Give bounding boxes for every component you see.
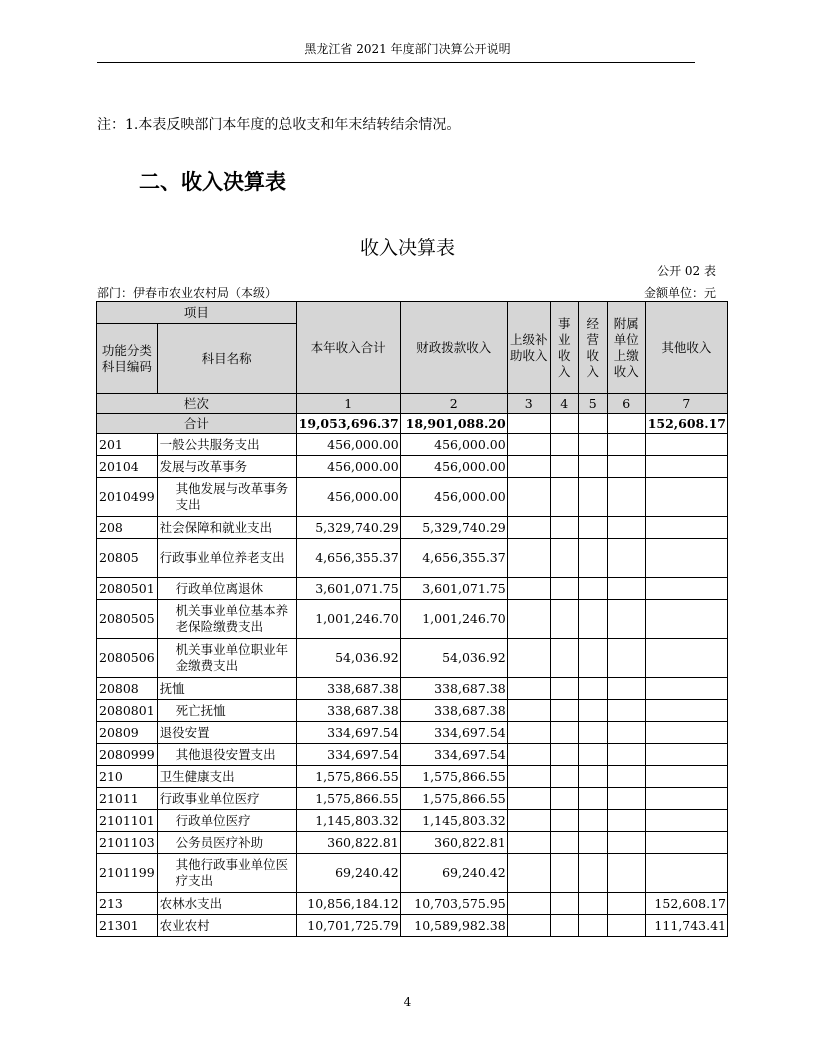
row-code: 2010499 <box>97 478 158 517</box>
row-business <box>550 478 578 517</box>
row-business <box>550 539 578 578</box>
row-fiscal: 10,703,575.95 <box>400 893 507 915</box>
row-business <box>550 766 578 788</box>
row-total-income: 338,687.38 <box>296 678 400 700</box>
row-total-income: 69,240.42 <box>296 854 400 893</box>
header-project: 项目 <box>97 302 297 324</box>
row-affiliated <box>607 678 645 700</box>
row-superior <box>507 478 550 517</box>
row-other <box>645 434 727 456</box>
header-superior: 上级补助收入 <box>507 302 550 394</box>
row-operating <box>578 915 607 937</box>
row-subject-name: 行政单位离退休 <box>157 578 296 600</box>
row-code: 213 <box>97 893 158 915</box>
income-table <box>96 301 728 937</box>
row-code: 20809 <box>97 722 158 744</box>
row-subject-name: 农林水支出 <box>157 893 296 915</box>
total-business-value <box>550 414 578 434</box>
row-subject-name: 退役安置 <box>157 722 296 744</box>
row-operating <box>578 678 607 700</box>
row-subject-name: 社会保障和就业支出 <box>157 517 296 539</box>
row-superior <box>507 456 550 478</box>
row-operating <box>578 478 607 517</box>
table-row <box>97 854 728 893</box>
row-affiliated <box>607 893 645 915</box>
unit-label: 金额单位：元 <box>643 286 716 300</box>
row-operating <box>578 722 607 744</box>
header-func-code: 功能分类科目编码 <box>97 324 158 394</box>
table-row <box>97 766 728 788</box>
row-fiscal: 3,601,071.75 <box>400 578 507 600</box>
header-total-income: 本年收入合计 <box>296 302 400 394</box>
header-row-project <box>97 302 728 324</box>
index-7: 7 <box>645 394 727 414</box>
row-affiliated <box>607 788 645 810</box>
row-business <box>550 854 578 893</box>
table-row <box>97 517 728 539</box>
row-subject-name: 卫生健康支出 <box>157 766 296 788</box>
row-superior <box>507 744 550 766</box>
row-total-income: 5,329,740.29 <box>296 517 400 539</box>
row-total-income: 3,601,071.75 <box>296 578 400 600</box>
row-fiscal: 360,822.81 <box>400 832 507 854</box>
row-code: 20808 <box>97 678 158 700</box>
table-row <box>97 456 728 478</box>
row-fiscal: 1,575,866.55 <box>400 788 507 810</box>
row-other <box>645 788 727 810</box>
row-affiliated <box>607 578 645 600</box>
row-fiscal: 1,145,803.32 <box>400 810 507 832</box>
table-row <box>97 788 728 810</box>
row-business <box>550 893 578 915</box>
total-fiscal-value: 18,901,088.20 <box>400 414 507 434</box>
row-affiliated <box>607 810 645 832</box>
row-affiliated <box>607 478 645 517</box>
row-affiliated <box>607 700 645 722</box>
row-total-income: 456,000.00 <box>296 434 400 456</box>
row-fiscal: 69,240.42 <box>400 854 507 893</box>
row-code: 210 <box>97 766 158 788</box>
row-other <box>645 766 727 788</box>
row-total-income: 456,000.00 <box>296 456 400 478</box>
row-total-income: 4,656,355.37 <box>296 539 400 578</box>
row-subject-name: 公务员医疗补助 <box>157 832 296 854</box>
row-total-income: 10,856,184.12 <box>296 893 400 915</box>
row-code: 201 <box>97 434 158 456</box>
row-total-income: 456,000.00 <box>296 478 400 517</box>
row-affiliated <box>607 600 645 639</box>
row-fiscal: 5,329,740.29 <box>400 517 507 539</box>
row-code: 20805 <box>97 539 158 578</box>
row-subject-name: 抚恤 <box>157 678 296 700</box>
row-affiliated <box>607 434 645 456</box>
row-business <box>550 639 578 678</box>
row-superior <box>507 517 550 539</box>
header-business: 事业收入 <box>550 302 578 394</box>
total-other-value: 152,608.17 <box>645 414 727 434</box>
index-4: 4 <box>550 394 578 414</box>
row-subject-name: 一般公共服务支出 <box>157 434 296 456</box>
row-subject-name: 机关事业单位职业年金缴费支出 <box>157 639 296 678</box>
row-operating <box>578 600 607 639</box>
row-business <box>550 434 578 456</box>
row-fiscal: 1,001,246.70 <box>400 600 507 639</box>
row-code: 2101199 <box>97 854 158 893</box>
index-2: 2 <box>400 394 507 414</box>
row-fiscal: 10,589,982.38 <box>400 915 507 937</box>
row-superior <box>507 639 550 678</box>
table-row <box>97 678 728 700</box>
header-rule <box>97 62 695 63</box>
row-superior <box>507 722 550 744</box>
row-affiliated <box>607 854 645 893</box>
row-total-income: 1,575,866.55 <box>296 788 400 810</box>
row-operating <box>578 854 607 893</box>
row-code: 2101103 <box>97 832 158 854</box>
row-subject-name: 行政事业单位养老支出 <box>157 539 296 578</box>
row-other <box>645 600 727 639</box>
row-fiscal: 54,036.92 <box>400 639 507 678</box>
running-header: 黑龙江省 2021 年度部门决算公开说明 <box>304 42 511 56</box>
table-row <box>97 478 728 517</box>
row-other: 152,608.17 <box>645 893 727 915</box>
row-business <box>550 810 578 832</box>
index-3: 3 <box>507 394 550 414</box>
row-total-income: 1,575,866.55 <box>296 766 400 788</box>
row-business <box>550 722 578 744</box>
row-superior <box>507 539 550 578</box>
row-subject-name: 机关事业单位基本养老保险缴费支出 <box>157 600 296 639</box>
row-code: 21301 <box>97 915 158 937</box>
row-business <box>550 744 578 766</box>
row-other: 111,743.41 <box>645 915 727 937</box>
row-other <box>645 539 727 578</box>
row-business <box>550 678 578 700</box>
row-superior <box>507 854 550 893</box>
row-code: 2080501 <box>97 578 158 600</box>
row-other <box>645 639 727 678</box>
table-row <box>97 700 728 722</box>
row-total-income: 338,687.38 <box>296 700 400 722</box>
table-row <box>97 810 728 832</box>
row-operating <box>578 744 607 766</box>
row-total-income: 54,036.92 <box>296 639 400 678</box>
index-5: 5 <box>578 394 607 414</box>
row-other <box>645 478 727 517</box>
row-other <box>645 517 727 539</box>
index-row <box>97 394 728 414</box>
row-operating <box>578 517 607 539</box>
row-other <box>645 744 727 766</box>
table-title: 收入决算表 <box>359 237 455 259</box>
row-affiliated <box>607 539 645 578</box>
row-fiscal: 338,687.38 <box>400 678 507 700</box>
row-total-income: 1,001,246.70 <box>296 600 400 639</box>
index-label: 栏次 <box>97 394 297 414</box>
row-affiliated <box>607 915 645 937</box>
row-superior <box>507 578 550 600</box>
row-superior <box>507 893 550 915</box>
table-row <box>97 434 728 456</box>
row-subject-name: 其他退役安置支出 <box>157 744 296 766</box>
row-code: 2080999 <box>97 744 158 766</box>
row-code: 208 <box>97 517 158 539</box>
row-subject-name: 其他发展与改革事务支出 <box>157 478 296 517</box>
row-operating <box>578 456 607 478</box>
header-other: 其他收入 <box>645 302 727 394</box>
table-row <box>97 832 728 854</box>
header-operating: 经营收入 <box>578 302 607 394</box>
table-row <box>97 722 728 744</box>
row-business <box>550 915 578 937</box>
row-code: 20104 <box>97 456 158 478</box>
row-superior <box>507 434 550 456</box>
row-fiscal: 4,656,355.37 <box>400 539 507 578</box>
row-superior <box>507 788 550 810</box>
row-fiscal: 456,000.00 <box>400 478 507 517</box>
table-body <box>97 434 728 937</box>
index-1: 1 <box>296 394 400 414</box>
section-title: 二、收入决算表 <box>139 170 286 194</box>
row-affiliated <box>607 744 645 766</box>
row-business <box>550 456 578 478</box>
row-operating <box>578 578 607 600</box>
row-fiscal: 338,687.38 <box>400 700 507 722</box>
row-affiliated <box>607 722 645 744</box>
header-affiliated: 附属单位上缴收入 <box>607 302 645 394</box>
row-code: 2080801 <box>97 700 158 722</box>
row-other <box>645 456 727 478</box>
row-subject-name: 死亡抚恤 <box>157 700 296 722</box>
row-other <box>645 832 727 854</box>
row-superior <box>507 915 550 937</box>
row-operating <box>578 810 607 832</box>
row-other <box>645 854 727 893</box>
row-other <box>645 722 727 744</box>
row-code: 21011 <box>97 788 158 810</box>
note-text: 注：1.本表反映部门本年度的总收支和年末结转结余情况。 <box>97 117 461 133</box>
row-code: 2080505 <box>97 600 158 639</box>
header-subject-name: 科目名称 <box>157 324 296 394</box>
row-other <box>645 678 727 700</box>
row-business <box>550 700 578 722</box>
row-code: 2101101 <box>97 810 158 832</box>
row-operating <box>578 893 607 915</box>
total-row <box>97 414 728 434</box>
row-superior <box>507 600 550 639</box>
row-affiliated <box>607 639 645 678</box>
total-income-value: 19,053,696.37 <box>296 414 400 434</box>
row-subject-name: 其他行政事业单位医疗支出 <box>157 854 296 893</box>
header-fiscal: 财政拨款收入 <box>400 302 507 394</box>
row-affiliated <box>607 456 645 478</box>
row-superior <box>507 678 550 700</box>
row-fiscal: 1,575,866.55 <box>400 766 507 788</box>
row-fiscal: 456,000.00 <box>400 434 507 456</box>
total-operating-value <box>578 414 607 434</box>
row-superior <box>507 766 550 788</box>
row-operating <box>578 766 607 788</box>
row-operating <box>578 539 607 578</box>
row-total-income: 334,697.54 <box>296 722 400 744</box>
index-6: 6 <box>607 394 645 414</box>
row-business <box>550 578 578 600</box>
row-total-income: 1,145,803.32 <box>296 810 400 832</box>
table-row <box>97 600 728 639</box>
row-business <box>550 832 578 854</box>
row-total-income: 10,701,725.79 <box>296 915 400 937</box>
row-fiscal: 334,697.54 <box>400 744 507 766</box>
row-subject-name: 行政单位医疗 <box>157 810 296 832</box>
row-other <box>645 810 727 832</box>
row-operating <box>578 639 607 678</box>
row-business <box>550 517 578 539</box>
total-superior-value <box>507 414 550 434</box>
row-operating <box>578 832 607 854</box>
total-affiliated-value <box>607 414 645 434</box>
table-row <box>97 893 728 915</box>
table-row <box>97 539 728 578</box>
table-row <box>97 639 728 678</box>
row-subject-name: 农业农村 <box>157 915 296 937</box>
total-label: 合计 <box>97 414 297 434</box>
row-fiscal: 456,000.00 <box>400 456 507 478</box>
row-code: 2080506 <box>97 639 158 678</box>
row-operating <box>578 700 607 722</box>
row-superior <box>507 810 550 832</box>
row-operating <box>578 788 607 810</box>
row-business <box>550 788 578 810</box>
row-subject-name: 行政事业单位医疗 <box>157 788 296 810</box>
row-total-income: 360,822.81 <box>296 832 400 854</box>
row-affiliated <box>607 766 645 788</box>
row-other <box>645 700 727 722</box>
table-row <box>97 915 728 937</box>
table-row <box>97 744 728 766</box>
row-other <box>645 578 727 600</box>
row-affiliated <box>607 832 645 854</box>
row-operating <box>578 434 607 456</box>
page-number: 4 <box>403 995 412 1009</box>
department-label: 部门：伊春市农业农村局（本级） <box>97 286 278 300</box>
row-business <box>550 600 578 639</box>
row-subject-name: 发展与改革事务 <box>157 456 296 478</box>
table-code: 公开 02 表 <box>657 264 716 278</box>
table-row <box>97 578 728 600</box>
row-fiscal: 334,697.54 <box>400 722 507 744</box>
row-affiliated <box>607 517 645 539</box>
row-superior <box>507 832 550 854</box>
row-total-income: 334,697.54 <box>296 744 400 766</box>
row-superior <box>507 700 550 722</box>
